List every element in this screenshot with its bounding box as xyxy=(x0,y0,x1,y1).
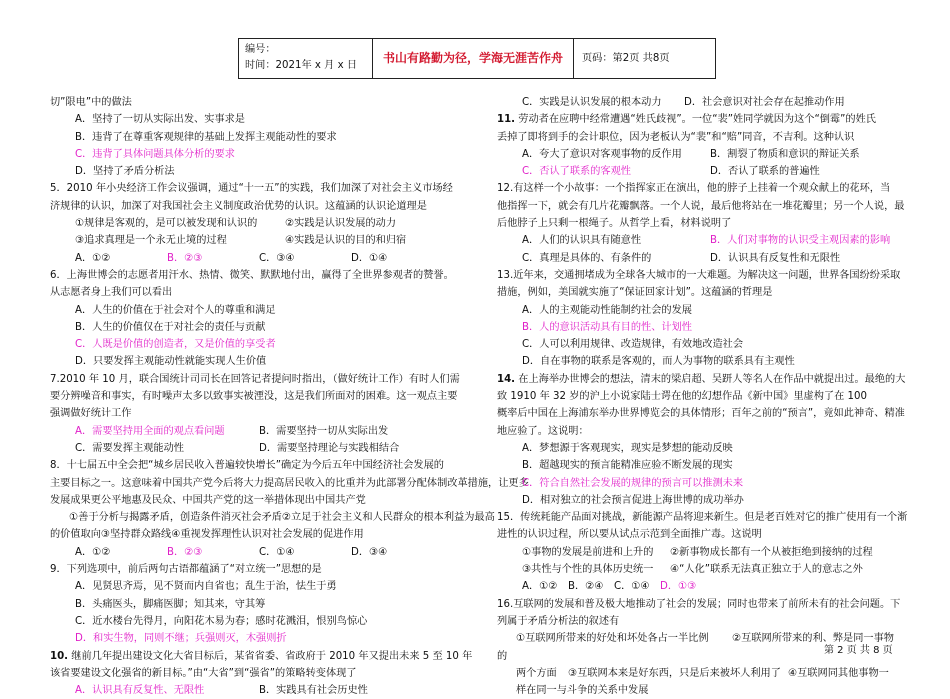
question-16: 16.互联网的发展和普及极大地推动了社会的发展；同时也带来了前所未有的社会问题。下 xyxy=(497,598,901,610)
text-line: 主要目标之一。这意味着中国共产党今后将大力提高居民收入的比重并为此部署分配体制改革措施，让更多 xyxy=(50,477,529,489)
option-b-answer: B．人的意识活动具有目的性、计划性 xyxy=(522,321,692,333)
option-a-answer: A．认识具有反复性、无限性 xyxy=(75,685,205,697)
option-a: A．人的主观能动性能制约社会的发展 xyxy=(522,304,692,316)
question-text: 劳动者在应聘中经常遭遇“姓氏歧视”。一位“裴”姓同学就因为这个“倒霉”的姓氏 xyxy=(515,114,876,126)
statement-row xyxy=(497,544,907,561)
question-10 xyxy=(50,648,478,665)
text-line: 切”限电”中的做法 xyxy=(50,97,132,108)
statement: ④“人化”联系无法真正独立于人的意志之外 xyxy=(670,564,863,576)
option-c-answer: C．人既是价值的创造者，又是价值的享受者 xyxy=(75,339,276,351)
option-row xyxy=(497,232,907,249)
statement: ③共性与个性的具体历史统一 xyxy=(522,564,654,576)
text-line: 措施，例如，美国就实施了“保证回家计划”。这蕴涵的哲理是 xyxy=(497,287,773,299)
statement-row xyxy=(50,232,478,249)
option-d: D．相对独立的社会预言促进上海世博的成功举办 xyxy=(522,494,744,506)
option-d: D．③④ xyxy=(351,546,388,558)
option-b-answer: B．人们对事物的认识受主观因素的影响 xyxy=(710,235,891,247)
motto: 书山有路勤为径，学海无涯苦作舟 xyxy=(373,39,574,78)
option-d: D．社会意识对社会存在起推动作用 xyxy=(684,97,845,108)
option-c: C．③④ xyxy=(259,252,295,264)
option-row xyxy=(50,423,478,440)
option-d-answer: D．①③ xyxy=(660,581,697,593)
option-d: D．坚持了矛盾分析法 xyxy=(75,166,175,178)
statement: ④实践是认识的目的和归宿 xyxy=(285,235,407,247)
statement-row xyxy=(50,215,478,232)
option-c-answer: C．违背了具体问题具体分析的要求 xyxy=(75,148,235,160)
option-c: C．①④ xyxy=(259,546,295,558)
statement: 两个方面 xyxy=(516,667,557,679)
option-c: C．近水楼台先得月，向阳花木易为春；感时花溅泪，恨别鸟惊心 xyxy=(75,615,368,627)
option-c: C．需要发挥主观能动性 xyxy=(75,442,184,454)
option-row xyxy=(497,578,907,595)
option-b: B．超越现实的预言能精准应验不断发展的现实 xyxy=(522,460,733,472)
question-14 xyxy=(497,371,907,388)
number-label: 编号： xyxy=(245,44,276,55)
option-a-answer: A．需要坚持用全面的观点看问题 xyxy=(75,425,225,437)
option-a: A．见贤思齐焉，见不贤而内自省也；乱生于治，怯生于勇 xyxy=(75,581,337,593)
option-a: A．夸大了意识对客观事物的反作用 xyxy=(522,148,682,160)
statement: ①互联网所带来的好处和坏处各占一半比例 xyxy=(516,633,709,645)
option-row xyxy=(497,163,907,180)
option-row xyxy=(50,544,478,561)
option-b-answer: B．②③ xyxy=(167,252,203,264)
text-line: 致 1910 年 32 岁的沪上小说家陆士谔在他的幻想作品《新中国》里虚构了在 100 xyxy=(497,391,867,403)
time-label: 时间：2021年 x 月 x 日 xyxy=(245,60,358,71)
text-line: 该省要建设文化强省的新目标。”由“大省”到“强省”的策略转变体现了 xyxy=(50,667,357,679)
question-8: 8．十七届五中全会把“城乡居民收入普遍较快增长”确定为今后五年中国经济社会发展的 xyxy=(50,460,444,472)
question-number: 14. xyxy=(497,373,516,385)
option-row xyxy=(50,440,478,457)
option-a: A．人们的认识具有随意性 xyxy=(522,235,642,247)
option-a: A．坚持了一切从实际出发、实事求是 xyxy=(75,114,245,126)
option-row xyxy=(50,250,478,267)
option-d: D．只要发挥主观能动性就能实现人生价值 xyxy=(75,356,267,368)
option-b: B．违背了在尊重客观规律的基础上发挥主观能动性的要求 xyxy=(75,131,337,143)
option-c: C．①④ xyxy=(614,581,650,593)
question-6: 6．上海世博会的志愿者用汗水、热情、微笑、默默地付出，赢得了全世界参观者的赞誉。 xyxy=(50,269,454,281)
question-number: 10. xyxy=(50,650,69,662)
question-5: 5．2010 年小央经济工作会议强调，通过“十一五”的实践，我们加深了对社会主义市场经 xyxy=(50,183,453,195)
text-line: 进性的认识过程，所以要从试点示范到全面推广毒。这说明 xyxy=(497,529,762,541)
document-header xyxy=(238,38,716,79)
option-d: D．否认了联系的普遍性 xyxy=(710,166,820,178)
option-d: D．认识具有反复性和无限性 xyxy=(710,252,841,264)
text-line: 他指挥一下，就会有几片花瓣飘落。一个人说，最后他将站在一堆花瓣里；另一个人说，最 xyxy=(497,200,905,212)
text-line: 列属于矛盾分析法的叙述有 xyxy=(497,615,620,627)
text-line: 从志愿者身上我们可以看出 xyxy=(50,287,173,299)
text-line: 要分辨噪音和事实，有时噪声太多以致事实被湮没，这是我们所面对的困难。这一观点主要 xyxy=(50,391,458,403)
text-line: 丢掉了即将到手的会计职位，因为老板认为“裴”和“赔”同音，不吉利。这种认识 xyxy=(497,131,855,143)
option-b: B．②④ xyxy=(568,581,604,593)
option-b: B．实践具有社会历史性 xyxy=(259,685,368,697)
statement-row xyxy=(497,665,907,682)
option-row xyxy=(497,250,907,267)
text-line: ①善于分析与揭露矛盾，创造条件消灭社会矛盾②立足于社会主义和人民群众的根本利益为最高 xyxy=(69,512,495,524)
option-b: B．头痛医头，脚痛医脚；知其来，守其筹 xyxy=(75,598,266,610)
text-line: 后他脖子上只剩一根绳子。从哲学上看，材料说明了 xyxy=(497,218,732,230)
statement: ④互联网同其他事物一 xyxy=(788,667,889,679)
option-c: C．真理是具体的、有条件的 xyxy=(522,252,652,264)
question-7: 7.2010 年 10 月，联合国统计司司长在回答记者提问时指出，（做好统计工作）有时人们需 xyxy=(50,373,460,385)
statement: ②实践是认识发展的动力 xyxy=(285,218,397,230)
option-a: A．人生的价值在于社会对个人的尊重和满足 xyxy=(75,304,276,316)
option-c-answer: C．否认了联系的客观性 xyxy=(522,166,631,178)
question-number: 11. xyxy=(497,114,516,126)
question-9: 9．下列选项中，前后两句古语都蕴涵了“对立统一”思想的是 xyxy=(50,564,322,576)
statement: ②新事物成长都有一个从被拒绝到接纳的过程 xyxy=(670,546,873,558)
option-d: D．自在事物的联系是客观的，而人为事物的联系具有主观性 xyxy=(522,356,795,368)
option-c: C．人可以利用规律、改造规律，有效地改造社会 xyxy=(522,339,744,351)
question-15: 15．传统耗能产品面对挑战，新能源产品将迎来新生。但是老百姓对它的推广使用有一个渐 xyxy=(497,512,908,524)
text-line: 发展成果更公平地惠及民众、中国共产党的这一举措体现出中国共产党 xyxy=(50,494,366,506)
option-d-answer: D．和实生物，同则不继；兵强则灭，木强则折 xyxy=(75,633,287,645)
header-left-cell xyxy=(239,39,373,78)
option-d: D．①④ xyxy=(351,252,388,264)
statement: ①规律是客观的，是可以被发现和认识的 xyxy=(75,218,258,230)
option-row xyxy=(497,146,907,163)
text-line: 济规律的认识，加深了对我国社会主义制度政治优势的认识。这蕴涵的认识论道理是 xyxy=(50,200,427,212)
text-line: 的价值取向③坚持群众路线④重视发挥理性认识对社会发展的促进作用 xyxy=(50,529,364,541)
right-column xyxy=(497,94,907,699)
option-a: A．①② xyxy=(522,581,558,593)
option-row xyxy=(497,94,907,111)
question-12: 12.有这样一个小故事：一个指挥家正在演出，他的脖子上挂着一个观众献上的花环，当 xyxy=(497,183,891,195)
option-b: B．人生的价值仅在于对社会的责任与贡献 xyxy=(75,321,266,333)
page-label: 页码：第2页 共8页 xyxy=(582,52,670,64)
statement: ③追求真理是一个永无止境的过程 xyxy=(75,235,227,247)
option-a: A．①② xyxy=(75,546,111,558)
statement: ①事物的发展是前进和上升的 xyxy=(522,546,654,558)
option-a: A．梦想源于客观现实，现实是梦想的能动反映 xyxy=(522,442,733,454)
option-c: C．实践是认识发展的根本动力 xyxy=(522,97,662,108)
question-13: 13.近年来，交通拥堵成为全球各大城市的一大难题。为解决这一问题，世界各国纷纷采取 xyxy=(497,269,901,281)
question-text: 在上海举办世博会的想法，清末的梁启超、吴趼人等名人在作品中就提出过。最绝的大 xyxy=(515,373,906,385)
page-number: 第 2 页 共 8 页 xyxy=(824,645,893,656)
option-a: A．①② xyxy=(75,252,111,264)
text-line: 地应验了。这说明： xyxy=(497,425,589,437)
text-line: 样在同一与斗争的关系中发展 xyxy=(516,685,649,697)
option-b: B．需要坚持一切从实际出发 xyxy=(259,425,389,437)
statement-row xyxy=(497,561,907,578)
text-line: 强调做好统计工作 xyxy=(50,408,132,420)
text-line: 的 xyxy=(497,650,508,662)
option-b: B．割裂了物质和意识的辩证关系 xyxy=(710,148,860,160)
option-c-answer: C．符合自然社会发展的规律的预言可以推测未来 xyxy=(522,477,744,489)
question-text: 继前几年提出建设文化大省目标后，某省省委、省政府于 2010 年又提出未来 5 至 10 年 xyxy=(68,650,473,662)
statement: ②互联网所带来的利、弊是同一事物 xyxy=(732,633,894,645)
option-b-answer: B．②③ xyxy=(167,546,203,558)
text-line: 概率后中国在上海浦东举办世界博览会的具体情形；百年之前的“预言”，竟如此神奇、精准 xyxy=(497,408,905,420)
question-11 xyxy=(497,111,907,128)
option-row xyxy=(50,682,478,699)
option-d: D．需要坚持理论与实践相结合 xyxy=(259,442,400,454)
statement: ③互联网本来是好东西，只是后来被坏人利用了 xyxy=(568,667,781,679)
